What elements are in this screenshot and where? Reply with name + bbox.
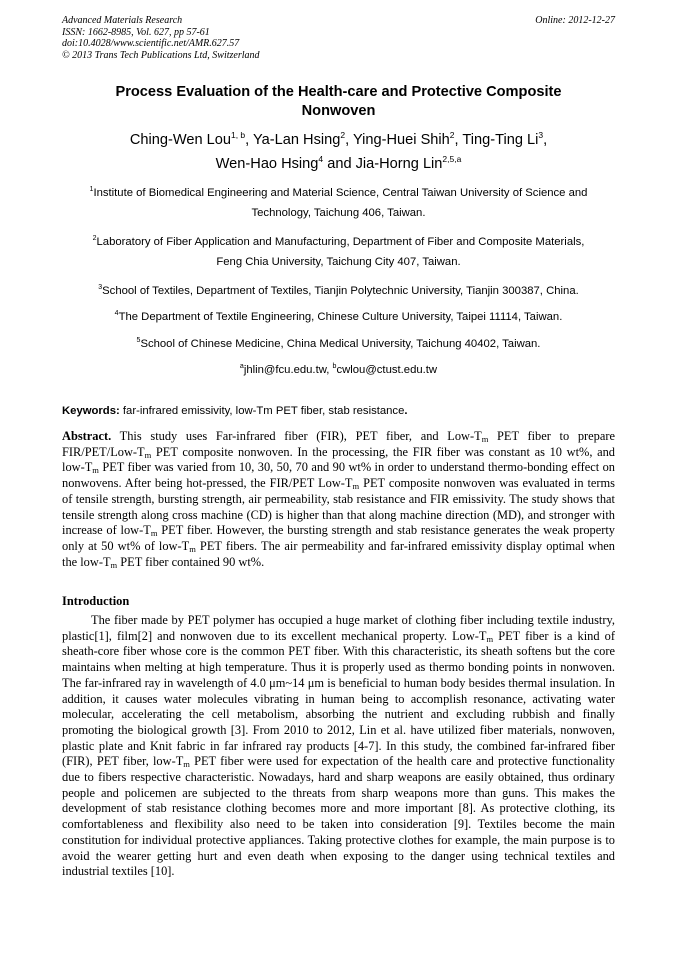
subscript: m	[352, 481, 360, 492]
affiliation-4	[62, 307, 615, 327]
affiliation-5	[62, 334, 615, 354]
email-mark: b	[332, 363, 337, 370]
affiliation-3	[62, 281, 615, 301]
author-affiliation-mark: 4	[318, 154, 324, 164]
affiliation-2	[62, 232, 615, 272]
subscript: m	[150, 528, 158, 539]
author-name: Ya-Lan Hsing	[253, 132, 341, 148]
copyright-line: © 2013 Trans Tech Publications Ltd, Switzerland	[62, 49, 260, 61]
introduction-text: The fiber made by PET polymer has occupied a huge market of clothing fiber including textile industry, plastic[1], film[2] and nonwoven due to its excellent mechanical property. Low-$T_m$ PET fiber is a kind of sheath-core fiber whose core is the common PET fiber. With this characteristic, its sheath softens but the core maintains when melting at high temperature. Thus it is properly used as thermo bonding points in nonwoven. The far-infrared ray in wavelength of 4.0 μm~14 μm is beneficial to human body besides thermal insulation. In addition, it causes water molecules vibrating in human being to accomplish resonance, activating water molecular, accelerating the cell metabolism, absorbing the nutrient and excluding rubbish and finally promoting the biological growth [3]. From 2010 to 2012, Lin et al. have utilized fiber materials, nonwoven, plastic plate and Knit fabric in far infrared ray products [4-7]. In this study, the combined far-infrared fiber (FIR), PET fiber, low-$T_m$ PET fiber were used for expectation of the health care and protective functionality due to fibers respective characteristic. Nowadays, hard and sharp weapons are easily obtained, thus ordinary people and policemen are subjected to the threats from sharp weapons more than guns. This makes the development of stab resistance clothing becomes more and more important [8]. As protective clothing, its comfortableness and flexibility also need to be taken into consideration [9]. Textiles become the main constitution for individual protective appliances. Taking protective clothes for example, the main purpose is to avoid the wearer getting hurt and even death when exposing to the danger using technical textiles and industrial textiles [10].	[62, 613, 615, 879]
subscript: m	[486, 633, 494, 644]
subscript: m	[481, 434, 489, 444]
keywords-label: Keywords:	[62, 405, 120, 417]
email-separator: ,	[326, 364, 333, 376]
affiliation-text: Technology, Taichung 406, Taiwan.	[251, 207, 426, 219]
author-separator: ,	[454, 132, 463, 148]
author-affiliation-mark: 1, b	[230, 130, 246, 140]
author-name: Ying-Huei Shih	[352, 132, 450, 148]
subscript: m	[183, 759, 190, 770]
author-affiliation-mark: 2	[340, 130, 346, 140]
affiliation-mark: 1	[89, 186, 94, 193]
abstract-label: Abstract.	[62, 429, 112, 443]
author-affiliation-mark: 2,5,a	[442, 154, 462, 164]
issn-line: ISSN: 1662-8985, Vol. 627, pp 57-61	[62, 26, 210, 38]
author-line-2	[62, 152, 615, 176]
affiliation-mark: 2	[92, 235, 97, 242]
paper-title	[62, 83, 615, 121]
author-separator: ,	[345, 132, 353, 148]
title-line-1: Process Evaluation of the Health-care and Protective Composite	[115, 84, 562, 100]
affiliation-text: Institute of Biomedical Engineering and Material Science, Central Taiwan University of Science and	[93, 187, 588, 199]
author-separator: and	[323, 156, 356, 172]
introduction-heading: Introduction	[62, 594, 130, 608]
introduction-paragraph	[62, 613, 615, 880]
affiliation-mark: 3	[98, 284, 103, 291]
affiliation-text: Laboratory of Fiber Application and Manufacturing, Department of Fiber and Composite Materials,	[96, 236, 585, 248]
email-mark: a	[239, 363, 244, 370]
title-line-2: Nonwoven	[301, 103, 376, 119]
affiliation-text: School of Chinese Medicine, China Medical University, Taichung 40402, Taiwan.	[140, 338, 541, 350]
subscript: m	[92, 465, 99, 476]
keywords	[62, 403, 615, 419]
keywords-text: far-infrared emissivity, low-Tm PET fiber, stab resistance	[122, 405, 405, 417]
author-name: Jia-Horng Lin	[355, 156, 443, 172]
subscript: m	[144, 449, 152, 460]
author-line-1	[62, 128, 615, 152]
affiliation-text: The Department of Textile Engineering, Chinese Culture University, Taipei 11114, Taiwan.	[118, 311, 563, 323]
affiliation-text: School of Textiles, Department of Textiles, Tianjin Polytechnic University, Tianjin 300387, China.	[102, 285, 579, 297]
doi-line: doi:10.4028/www.scientific.net/AMR.627.57	[62, 38, 240, 49]
keywords-end: .	[404, 405, 408, 417]
email-line	[62, 360, 615, 380]
abstract	[62, 429, 615, 570]
author-separator: ,	[245, 132, 254, 148]
author-separator: ,	[543, 132, 548, 148]
affiliation-1	[62, 183, 615, 223]
affiliation-text: Feng Chia University, Taichung City 407, Taiwan.	[216, 256, 461, 268]
online-date: Online: 2012-12-27	[535, 15, 615, 26]
subscript: m	[110, 559, 118, 570]
author-affiliation-mark: 2	[449, 130, 455, 140]
email-link-a[interactable]: jhlin@fcu.edu.tw	[243, 364, 327, 376]
journal-name: Advanced Materials Research	[62, 15, 183, 26]
author-name: Ching-Wen Lou	[129, 132, 231, 148]
journal-header	[62, 15, 260, 61]
affiliation-mark: 4	[114, 310, 119, 317]
subscript: m	[189, 543, 196, 554]
affiliation-mark: 5	[136, 337, 141, 344]
abstract-text: This study uses Far-infrared fiber (FIR), PET fiber, and Low-$T_m$ PET fiber to prepare FIR/$PET/Low-T_m$ PET composite nonwoven. In the processing, the FIR fiber was constant as 10 wt%, and low-$T_m$ PET fiber was varied from 10, 30, 50, 70 and 90 wt% in order to understand thermo-bonding effect on nonwovens. After being hot-pressed, the FIR/PET Low-$T_m$ PET composite nonwoven was evaluated in terms of tensile strength, bursting strength, air permeability, stab resistance and FIR emissivity. The study shows that tensile strength along cross machine (CD) is higher than that along machine direction (MD), and stronger with increase of low-$T_m$ PET fiber. However, the bursting strength and stab resistance generates the weak property only at 50 wt% of low-$T_m$ PET fibers. The air permeability and far-infrared emissivity display optimal when the low-$T_m$ PET fiber contained 90 wt%.	[62, 429, 615, 570]
author-name: Ting-Ting Li	[462, 132, 539, 148]
email-link-b[interactable]: cwlou@ctust.edu.tw	[336, 364, 438, 376]
author-list	[62, 128, 615, 176]
author-name: Wen-Hao Hsing	[215, 156, 319, 172]
author-affiliation-mark: 3	[538, 130, 544, 140]
